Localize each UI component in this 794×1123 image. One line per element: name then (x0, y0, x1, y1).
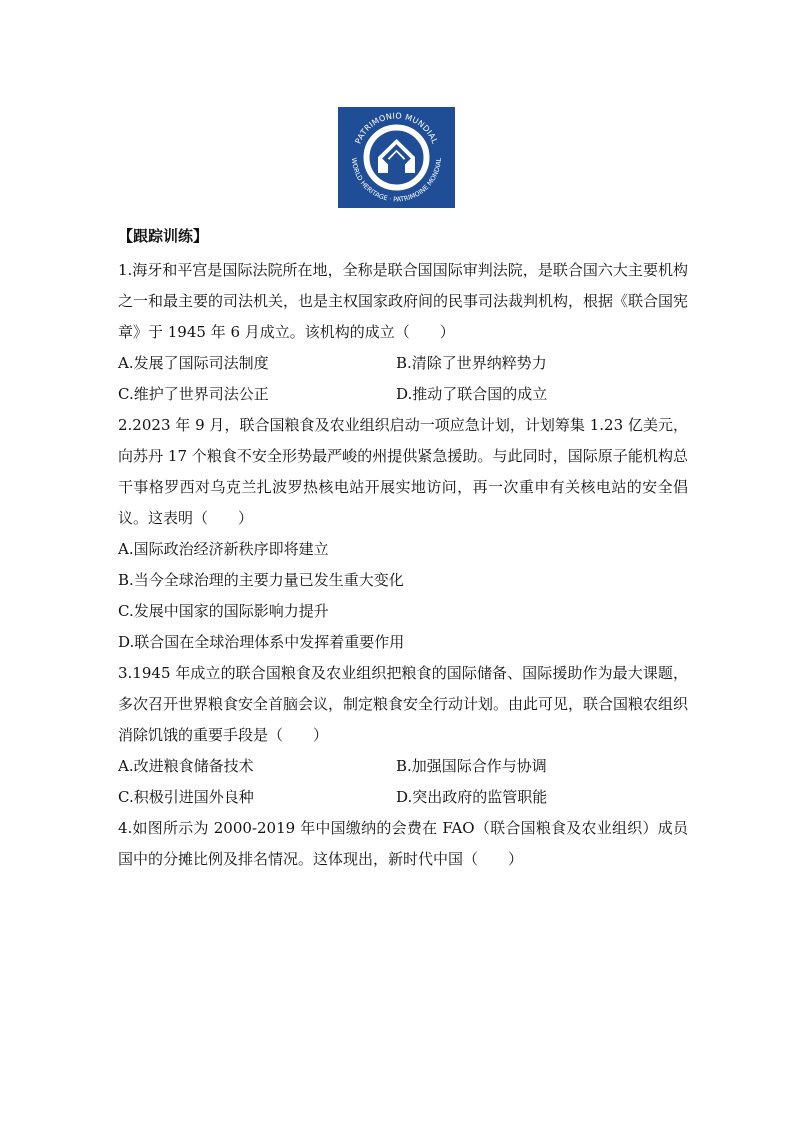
question-3-option-d: D.突出政府的监管职能 (396, 788, 548, 806)
section-title: 【跟踪训练】 (118, 227, 209, 245)
world-heritage-emblem (338, 107, 455, 208)
question-1-option-c: C.维护了世界司法公正 (118, 385, 269, 403)
emblem-top-text: PATRIMONIO MUNDIAL (353, 111, 440, 146)
question-4-stem: 4.如图所示为 2000-2019 年中国缴纳的会费在 FAO（联合国粮食及农业组织）成员国中的分摊比例及排名情况。这体现出，新时代中国（ ） (118, 819, 688, 868)
question-3-options-row-1 (118, 751, 688, 782)
question-2-option-d: D.联合国在全球治理体系中发挥着重要作用 (118, 633, 405, 651)
emblem-background (338, 107, 455, 208)
question-1-option-b: B.清除了世界纳粹势力 (396, 354, 547, 372)
question-1-stem: 1.海牙和平宫是国际法院所在地，全称是联合国国际审判法院，是联合国六大主要机构之一和最主要的司法机关，也是主权国家政府间的民事司法裁判机构，根据《联合国宪章》于 1945 年 6 月成立。该机构的成立（ ） (118, 261, 689, 341)
question-1-option-a: A.发展了国际司法制度 (118, 354, 269, 372)
question-1-option-d: D.推动了联合国的成立 (396, 385, 548, 403)
question-3-option-c: C.积极引进国外良种 (118, 788, 254, 806)
exercise-content (118, 225, 688, 875)
question-3-stem: 3.1945 年成立的联合国粮食及农业组织把粮食的国际储备、国际援助作为最大课题，多次召开世界粮食安全首脑会议，制定粮食安全行动计划。由此可见，联合国粮农组织消除饥饿的重要手段是（ ） (118, 664, 689, 744)
emblem-bottom-text: WORLD HERITAGE · PATRIMOINE MONDIAL (349, 157, 444, 204)
question-3-option-b: B.加强国际合作与协调 (396, 757, 547, 775)
question-2-stem: 2.2023 年 9 月，联合国粮食及农业组织启动一项应急计划，计划筹集 1.23 亿美元，向苏丹 17 个粮食不安全形势最严峻的州提供紧急援助。与此同时，国际原子能机构总干事格罗西对乌克兰扎波罗热核电站开展实地访问，再一次重申有关核电站的安全倡议。这表明（ ） (118, 416, 688, 527)
question-3-option-a: A.改进粮食储备技术 (118, 757, 254, 775)
question-2-option-b: B.当今全球治理的主要力量已发生重大变化 (118, 571, 404, 589)
question-2-option-c: C.发展中国家的国际影响力提升 (118, 602, 329, 620)
question-1-options-row-2 (118, 379, 688, 410)
question-1-options-row-1 (118, 348, 688, 379)
question-3-options-row-2 (118, 782, 688, 813)
question-2-option-a: A.国际政治经济新秩序即将建立 (118, 540, 329, 558)
